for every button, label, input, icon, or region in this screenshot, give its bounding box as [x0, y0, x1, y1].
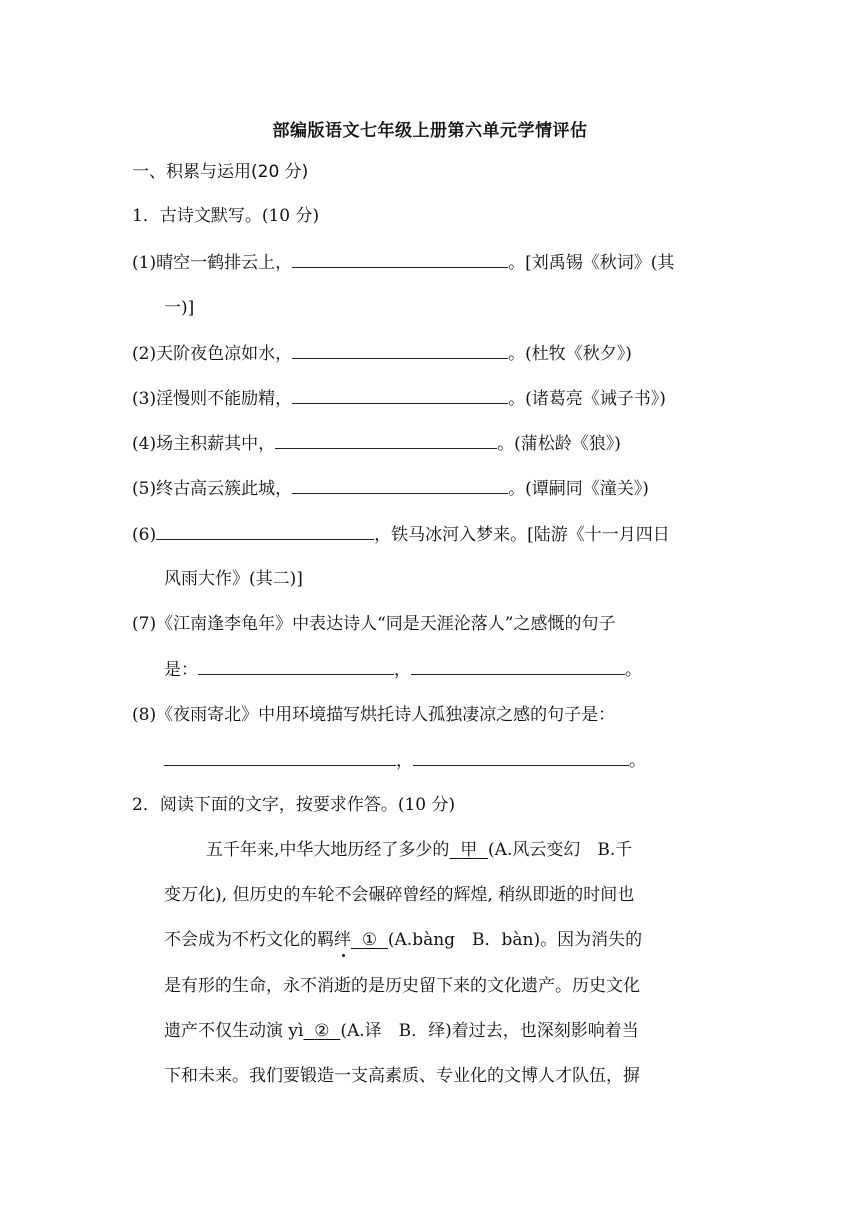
passage-line-5	[164, 1019, 639, 1043]
question-1-item-5	[132, 476, 649, 501]
item-source: 。[刘禹锡《秋词》(其	[508, 253, 675, 273]
passage-line-1	[206, 838, 632, 862]
blank-jia[interactable]	[449, 840, 488, 860]
passage-text: (A.译 B．绎)着过去，也深刻影响着当	[340, 1021, 639, 1041]
period: 。	[625, 660, 642, 680]
period: 。	[629, 751, 646, 771]
question-1-item-3	[132, 386, 666, 411]
separator: ，	[394, 660, 411, 680]
passage-line-4: 是有形的生命，永不消逝的是历史留下来的文化遗产。历史文化	[164, 976, 640, 996]
item-prompt: (5)终古高云簇此城，	[132, 479, 293, 499]
page-title: 部编版语文七年级上册第六单元学情评估	[272, 121, 588, 141]
passage-line-2: 变万化), 但历史的车轮不会碾碎曾经的辉煌, 稍纵即逝的时间也	[164, 885, 635, 905]
answer-blank[interactable]	[198, 657, 394, 675]
passage-text: (A.bàng B．bàn)。因为消失的	[387, 930, 643, 950]
passage-text: 不会成为不朽文化的羁	[164, 930, 334, 950]
passage-text: 遗产不仅生动演 yì	[164, 1021, 304, 1041]
item-source: ，铁马冰河入梦来。[陆游《十一月四日	[374, 525, 670, 545]
section-heading: 一、积累与运用(20 分)	[132, 162, 309, 182]
item-prompt: (3)淫慢则不能励精，	[132, 389, 293, 409]
item-prompt: 是：	[164, 660, 198, 680]
answer-blank[interactable]	[413, 748, 629, 766]
blank-2[interactable]	[303, 1021, 340, 1041]
question-1-item-6-continuation: 风雨大作》(其二)]	[164, 569, 303, 589]
answer-blank[interactable]	[292, 341, 508, 359]
question-1-item-8-continuation	[164, 748, 646, 773]
passage-text: 五千年来,中华大地历经了多少的	[206, 840, 450, 860]
blank-label: ②	[314, 1021, 330, 1041]
item-prompt: (6)	[132, 525, 157, 545]
question-2-heading: 2．阅读下面的文字，按要求作答。(10 分)	[132, 795, 456, 815]
question-1-item-6	[132, 522, 670, 547]
question-1-item-1-continuation: 一)]	[164, 298, 195, 318]
passage-text: (A.风云变幻 B.千	[488, 840, 633, 860]
item-source: 。(谭嗣同《潼关》)	[508, 479, 649, 499]
answer-blank[interactable]	[275, 431, 497, 449]
question-1-item-7-continuation	[164, 657, 642, 682]
question-1-item-8: (8)《夜雨寄北》中用环境描写烘托诗人孤独凄凉之感的句子是：	[132, 705, 616, 725]
item-source: 。(蒲松龄《狼》)	[497, 434, 621, 454]
answer-blank[interactable]	[164, 748, 396, 766]
answer-blank[interactable]	[292, 386, 508, 404]
question-1-item-2	[132, 341, 632, 366]
answer-blank[interactable]	[156, 522, 374, 540]
item-source: 。(杜牧《秋夕》)	[508, 344, 632, 364]
answer-blank[interactable]	[292, 250, 508, 268]
item-source: 。(诸葛亮《诫子书》)	[508, 389, 666, 409]
separator: ，	[396, 751, 413, 771]
item-prompt: (2)天阶夜色凉如水，	[132, 344, 293, 364]
item-prompt: (4)场主积薪其中，	[132, 434, 276, 454]
passage-line-6: 下和未来。我们要锻造一支高素质、专业化的文博人才队伍，摒	[164, 1066, 640, 1086]
blank-label: 甲	[460, 840, 478, 860]
blank-1[interactable]	[351, 930, 388, 950]
question-1-item-1	[132, 250, 674, 275]
question-1-item-7: (7)《江南逢李龟年》中表达诗人“同是天涯沦落人”之感慨的句子	[132, 614, 616, 634]
answer-blank[interactable]	[292, 476, 508, 494]
blank-label: ①	[361, 930, 378, 950]
question-1-item-4	[132, 431, 621, 456]
emphasis-dot-char: 绊	[334, 930, 351, 950]
answer-blank[interactable]	[411, 657, 625, 675]
item-prompt: (1)晴空一鹤排云上，	[132, 253, 293, 273]
passage-line-3	[164, 928, 642, 952]
question-1-heading: 1．古诗文默写。(10 分)	[132, 206, 320, 226]
